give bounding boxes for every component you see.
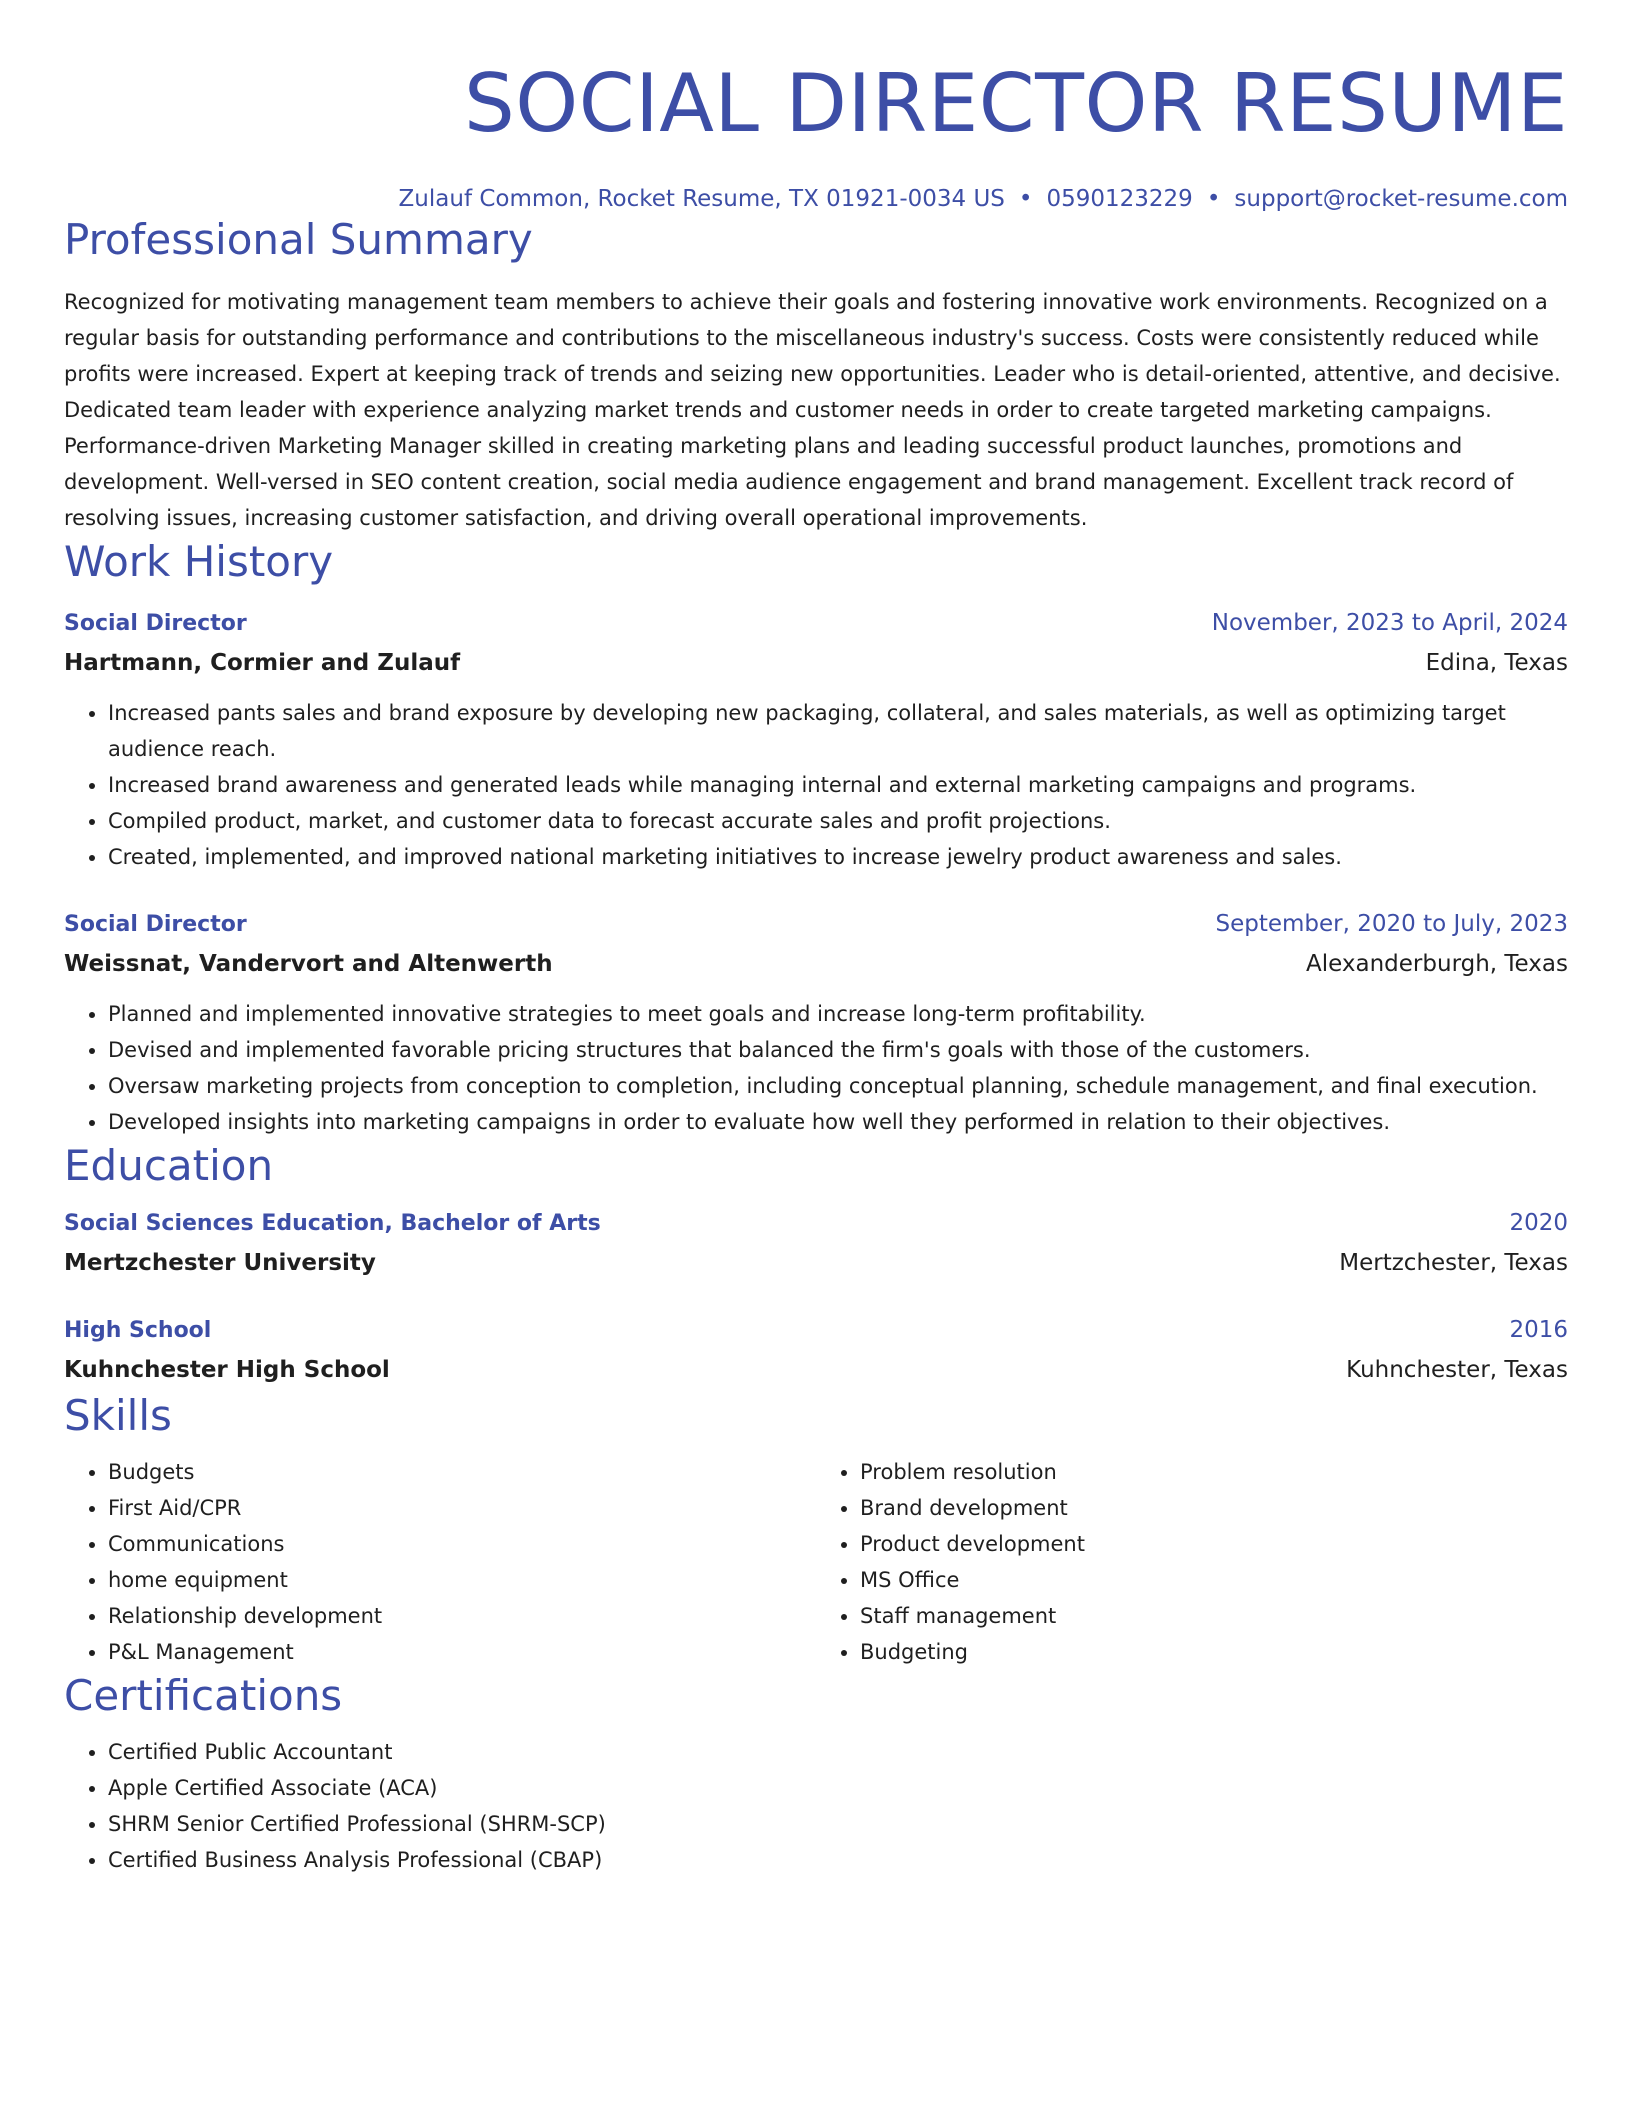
skills-column-right [816,1454,1568,1670]
job-dates: September, 2020 to July, 2023 [1215,911,1568,937]
job-title: Social Director [64,912,247,937]
skill-item: • Staff management [860,1598,1568,1634]
job-company: Weissnat, Vandervort and Altenwerth [64,951,553,977]
email: support@rocket-resume.com [1234,186,1568,212]
contact-separator: • [1206,186,1221,212]
section-title-education: Education [64,1141,274,1190]
job-bullets [64,695,1568,875]
skill-item: • Product development [860,1526,1568,1562]
skill-item: • home equipment [108,1562,816,1598]
skill-item: • Communications [108,1526,816,1562]
job-entry [64,905,1568,1140]
graduation-year: 2020 [1509,1210,1568,1236]
skill-item: • MS Office [860,1562,1568,1598]
job-bullet: • Increased pants sales and brand exposure by developing new packaging, collateral, and sales materials, as well as optimizing target audience reach. [108,695,1568,767]
school-location: Mertzchester, Texas [1339,1250,1568,1276]
job-company-row [64,944,1568,984]
skill-item: • Brand development [860,1490,1568,1526]
job-bullet: • Oversaw marketing projects from conception to completion, including conceptual planning, schedule management, and final execution. [108,1068,1568,1104]
school-name: Mertzchester University [64,1250,376,1276]
job-dates: November, 2023 to April, 2024 [1211,610,1568,636]
job-title: Social Director [64,611,247,636]
job-bullet: • Compiled product, market, and customer data to forecast accurate sales and profit projections. [108,803,1568,839]
education-entry [64,1204,1568,1283]
job-bullet: • Increased brand awareness and generated leads while managing internal and external marketing campaigns and programs. [108,767,1568,803]
certifications-section [64,1670,1568,1878]
work-history-section [64,536,1568,1140]
skills-list [64,1454,816,1670]
school-location: Kuhnchester, Texas [1346,1357,1568,1383]
certification-item: • Apple Certified Associate (ACA) [108,1770,1568,1806]
education-header-row [64,1204,1568,1243]
contact-separator: • [1018,186,1033,212]
education-entry [64,1311,1568,1390]
skills-column-left [64,1454,816,1670]
job-header-row [64,604,1568,643]
summary-text: Recognized for motivating management team members to achieve their goals and fostering innovative work environments. Recognized on a regular basis for outstanding performance and contributions to the miscellaneous industry's success. Costs were consistently reduced while profits were increased. Expert at keeping track of trends and seizing new opportunities. Leader who is detail-oriented, attentive, and decisive. Dedicated team leader with experience analyzing market trends and customer needs in order to create targeted marketing campaigns. Performance-driven Marketing Manager skilled in creating marketing plans and leading successful product launches, promotions and development. Well-versed in SEO content creation, social media audience engagement and brand management. Excellent track record of resolving issues, increasing customer satisfaction, and driving overall operational improvements. [64,290,1561,530]
resume-header [64,58,1568,214]
job-location: Edina, Texas [1425,650,1568,676]
resume-title: SOCIAL DIRECTOR RESUME [463,57,1568,150]
section-title-summary: Professional Summary [64,215,533,264]
job-company: Hartmann, Cormier and Zulauf [64,650,461,676]
education-school-row [64,1350,1568,1390]
job-bullet: • Developed insights into marketing campaigns in order to evaluate how well they performed in relation to their objectives. [108,1104,1568,1140]
skills-grid [64,1454,1568,1670]
skill-item: • Budgets [108,1454,816,1490]
education-section [64,1140,1568,1390]
skill-item: • Problem resolution [860,1454,1568,1490]
job-header-row [64,905,1568,944]
skill-item: • Budgeting [860,1634,1568,1670]
job-bullet: • Devised and implemented favorable pricing structures that balanced the firm's goals with those of the customers. [108,1032,1568,1068]
education-header-row [64,1311,1568,1350]
section-title-certifications: Certifications [64,1671,343,1720]
certification-item: • Certified Public Accountant [108,1734,1568,1770]
degree: Social Sciences Education, Bachelor of Arts [64,1211,601,1236]
section-title-work-history: Work History [64,537,334,586]
section-title-skills: Skills [64,1391,172,1440]
certification-item: • Certified Business Analysis Professional (CBAP) [108,1842,1568,1878]
skills-list [816,1454,1568,1670]
degree: High School [64,1318,212,1343]
graduation-year: 2016 [1509,1317,1568,1343]
education-school-row [64,1243,1568,1283]
job-company-row [64,643,1568,683]
job-location: Alexanderburgh, Texas [1306,951,1568,977]
school-name: Kuhnchester High School [64,1357,390,1383]
contact-line [64,184,1568,214]
phone: 0590123229 [1046,186,1193,212]
job-bullets [64,996,1568,1140]
job-bullet: • Planned and implemented innovative strategies to meet goals and increase long-term profitability. [108,996,1568,1032]
certification-item: • SHRM Senior Certified Professional (SHRM-SCP) [108,1806,1568,1842]
skill-item: • P&L Management [108,1634,816,1670]
job-entry [64,604,1568,875]
skills-section [64,1390,1568,1670]
skill-item: • Relationship development [108,1598,816,1634]
professional-summary-section [64,214,1568,536]
address: Zulauf Common, Rocket Resume, TX 01921-0034 US [398,186,1005,212]
skill-item: • First Aid/CPR [108,1490,816,1526]
job-bullet: • Created, implemented, and improved national marketing initiatives to increase jewelry product awareness and sales. [108,839,1568,875]
certifications-list [64,1734,1568,1878]
